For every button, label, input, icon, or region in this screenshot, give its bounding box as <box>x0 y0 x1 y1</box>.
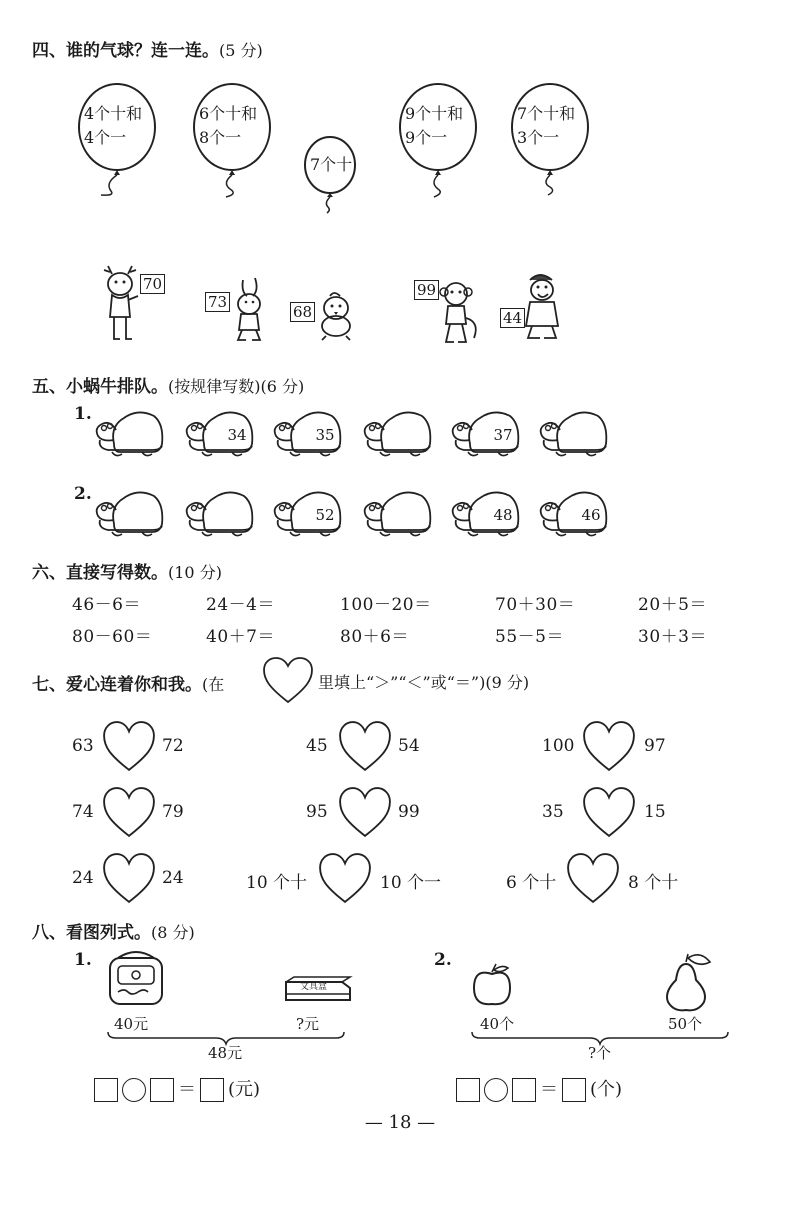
section8-title <box>32 918 195 943</box>
snail-icon <box>538 408 610 464</box>
problem2-label: 2. <box>434 950 452 970</box>
section4-title-text: 四、谁的气球？连一连。 <box>32 41 219 61</box>
heart-answer-slot[interactable] <box>102 786 156 838</box>
section5-score: (6 分) <box>260 377 305 396</box>
page-number: — 18 — <box>364 1112 436 1133</box>
problem1-right-value: ?元 <box>296 1015 320 1033</box>
calc-r1-4[interactable]: 70＋30＝ <box>495 595 576 615</box>
snail-row1-1[interactable] <box>94 408 166 464</box>
heart-answer-slot[interactable] <box>102 852 156 904</box>
snail-number: 48 <box>493 506 513 524</box>
compare-right-value: 54 <box>398 736 420 756</box>
calc-r1-3[interactable]: 100－20＝ <box>340 595 432 615</box>
operator-circle[interactable] <box>122 1078 146 1102</box>
section5-row1-label: 1. <box>74 404 92 424</box>
equals-sign: ＝ <box>178 1079 196 1100</box>
pencil-case-tag: 文具盒 <box>300 982 328 992</box>
snail-row2-4[interactable] <box>362 488 434 544</box>
compare-right-value: 8 个十 <box>628 873 679 893</box>
section6-score: (10 分) <box>168 563 222 582</box>
section8-score: (8 分) <box>151 923 195 942</box>
compare-left-value: 63 <box>72 736 94 756</box>
snail-number: 37 <box>493 426 513 444</box>
compare-left-value: 10 个十 <box>246 873 308 893</box>
snail-row1-3[interactable] <box>272 408 344 464</box>
calc-r1-1[interactable]: 46－6＝ <box>72 595 141 615</box>
pear-icon <box>664 950 716 1012</box>
section7-instr <box>318 670 529 693</box>
section8-title-text: 八、看图列式。 <box>32 923 151 943</box>
balloon-1-line1: 4个十和 <box>84 104 143 123</box>
snail-icon <box>94 408 166 464</box>
monkey-icon <box>436 278 484 350</box>
compare-left-value: 45 <box>306 736 328 756</box>
balloon-4-line2: 9个一 <box>405 128 448 147</box>
answer-box[interactable] <box>456 1078 480 1102</box>
snail-row1-5[interactable] <box>450 408 522 464</box>
compare-left-value: 24 <box>72 868 94 888</box>
problem1-left-value: 40元 <box>114 1015 149 1033</box>
snail-row2-2[interactable] <box>184 488 256 544</box>
backpack-icon <box>104 948 168 1012</box>
section6-title <box>32 558 222 583</box>
section4-title <box>32 36 263 61</box>
compare-right-value: 72 <box>162 736 184 756</box>
heart-answer-slot[interactable] <box>338 720 392 772</box>
snail-number: 35 <box>315 426 335 444</box>
rabbit-number: 73 <box>205 292 230 312</box>
problem1-label: 1. <box>74 950 92 970</box>
answer-box[interactable] <box>562 1078 586 1102</box>
snail-row2-5[interactable] <box>450 488 522 544</box>
snail-number: 34 <box>227 426 247 444</box>
answer-box[interactable] <box>512 1078 536 1102</box>
snail-icon <box>362 488 434 544</box>
monkey-number: 99 <box>414 280 439 300</box>
snail-row1-2[interactable] <box>184 408 256 464</box>
answer-box[interactable] <box>200 1078 224 1102</box>
calc-r2-1[interactable]: 80－60＝ <box>72 627 153 647</box>
compare-left-value: 35 <box>542 802 564 822</box>
heart-answer-slot[interactable] <box>582 786 636 838</box>
compare-left-value: 74 <box>72 802 94 822</box>
compare-left-value: 95 <box>306 802 328 822</box>
balloon-4-line1: 9个十和 <box>405 104 464 123</box>
calc-r2-3[interactable]: 80＋6＝ <box>340 627 409 647</box>
balloon-5-line1: 7个十和 <box>517 104 576 123</box>
problem1-unit: (元) <box>228 1079 261 1100</box>
equals-sign: ＝ <box>540 1079 558 1100</box>
duck-number: 44 <box>500 308 525 328</box>
problem2-unit: (个) <box>590 1079 623 1100</box>
problem1-total: 48元 <box>208 1044 243 1062</box>
heart-icon <box>262 656 314 706</box>
snail-row1-4[interactable] <box>362 408 434 464</box>
calc-r2-4[interactable]: 55－5＝ <box>495 627 564 647</box>
compare-right-value: 97 <box>644 736 666 756</box>
rabbit-icon <box>227 276 271 346</box>
compare-right-value: 10 个一 <box>380 873 442 893</box>
section7-instr-post: 里填上“＞”“＜”或“＝”)(9 分) <box>318 673 530 692</box>
problem2-equation <box>456 1075 626 1102</box>
deer-animal[interactable] <box>98 262 163 350</box>
balloon-5[interactable] <box>510 82 592 198</box>
snail-row2-6[interactable] <box>538 488 610 544</box>
calc-r2-2[interactable]: 40＋7＝ <box>206 627 275 647</box>
section5-row2-label: 2. <box>74 484 92 504</box>
calc-r1-5[interactable]: 20＋5＝ <box>638 595 707 615</box>
deer-number: 70 <box>140 274 165 294</box>
balloon-2-line1: 6个十和 <box>199 104 258 123</box>
compare-right-value: 15 <box>644 802 666 822</box>
section7-title-text: 七、爱心连着你和我。 <box>32 675 202 695</box>
heart-answer-slot[interactable] <box>102 720 156 772</box>
snail-icon <box>362 408 434 464</box>
heart-answer-slot[interactable] <box>338 786 392 838</box>
problem2-left-value: 40个 <box>480 1015 515 1033</box>
balloon-1[interactable] <box>77 82 159 198</box>
section5-hint: (按规律写数) <box>168 377 261 396</box>
answer-box[interactable] <box>150 1078 174 1102</box>
calc-r2-5[interactable]: 30＋3＝ <box>638 627 707 647</box>
section5-title <box>32 372 304 397</box>
problem2-right-value: 50个 <box>668 1015 703 1033</box>
duck-icon <box>520 272 566 344</box>
section4-score: (5 分) <box>219 41 263 60</box>
compare-right-value: 99 <box>398 802 420 822</box>
snail-row1-6[interactable] <box>538 408 610 464</box>
operator-circle[interactable] <box>484 1078 508 1102</box>
heart-answer-slot[interactable] <box>582 720 636 772</box>
heart-answer-slot[interactable] <box>566 852 620 904</box>
balloon-2[interactable] <box>192 82 274 198</box>
balloon-5-line2: 3个一 <box>517 128 560 147</box>
snail-row2-1[interactable] <box>94 488 166 544</box>
compare-left-value: 6 个十 <box>506 873 557 893</box>
section5-title-text: 五、小蜗牛排队。 <box>32 377 168 397</box>
problem2-total: ?个 <box>588 1044 612 1062</box>
answer-box[interactable] <box>94 1078 118 1102</box>
balloon-1-line2: 4个一 <box>84 128 127 147</box>
heart-answer-slot[interactable] <box>318 852 372 904</box>
snail-number: 52 <box>315 506 335 524</box>
snail-number: 46 <box>581 506 601 524</box>
section7-title <box>32 670 224 695</box>
chick-number: 68 <box>290 302 315 322</box>
snail-icon <box>94 488 166 544</box>
calc-r1-2[interactable]: 24－4＝ <box>206 595 275 615</box>
section7-instr-pre: (在 <box>202 675 225 694</box>
balloon-2-line2: 8个一 <box>199 128 242 147</box>
snail-row2-3[interactable] <box>272 488 344 544</box>
compare-right-value: 24 <box>162 868 184 888</box>
chick-icon <box>316 290 358 342</box>
snail-icon <box>184 488 256 544</box>
deer-icon <box>98 262 144 346</box>
balloon-3[interactable] <box>303 137 359 223</box>
balloon-4[interactable] <box>398 82 480 198</box>
section6-title-text: 六、直接写得数。 <box>32 563 168 583</box>
apple-icon <box>472 962 514 1006</box>
balloon-3-line1: 7个十 <box>310 155 353 174</box>
compare-left-value: 100 <box>542 736 575 756</box>
compare-right-value: 79 <box>162 802 184 822</box>
problem1-equation <box>94 1075 264 1102</box>
